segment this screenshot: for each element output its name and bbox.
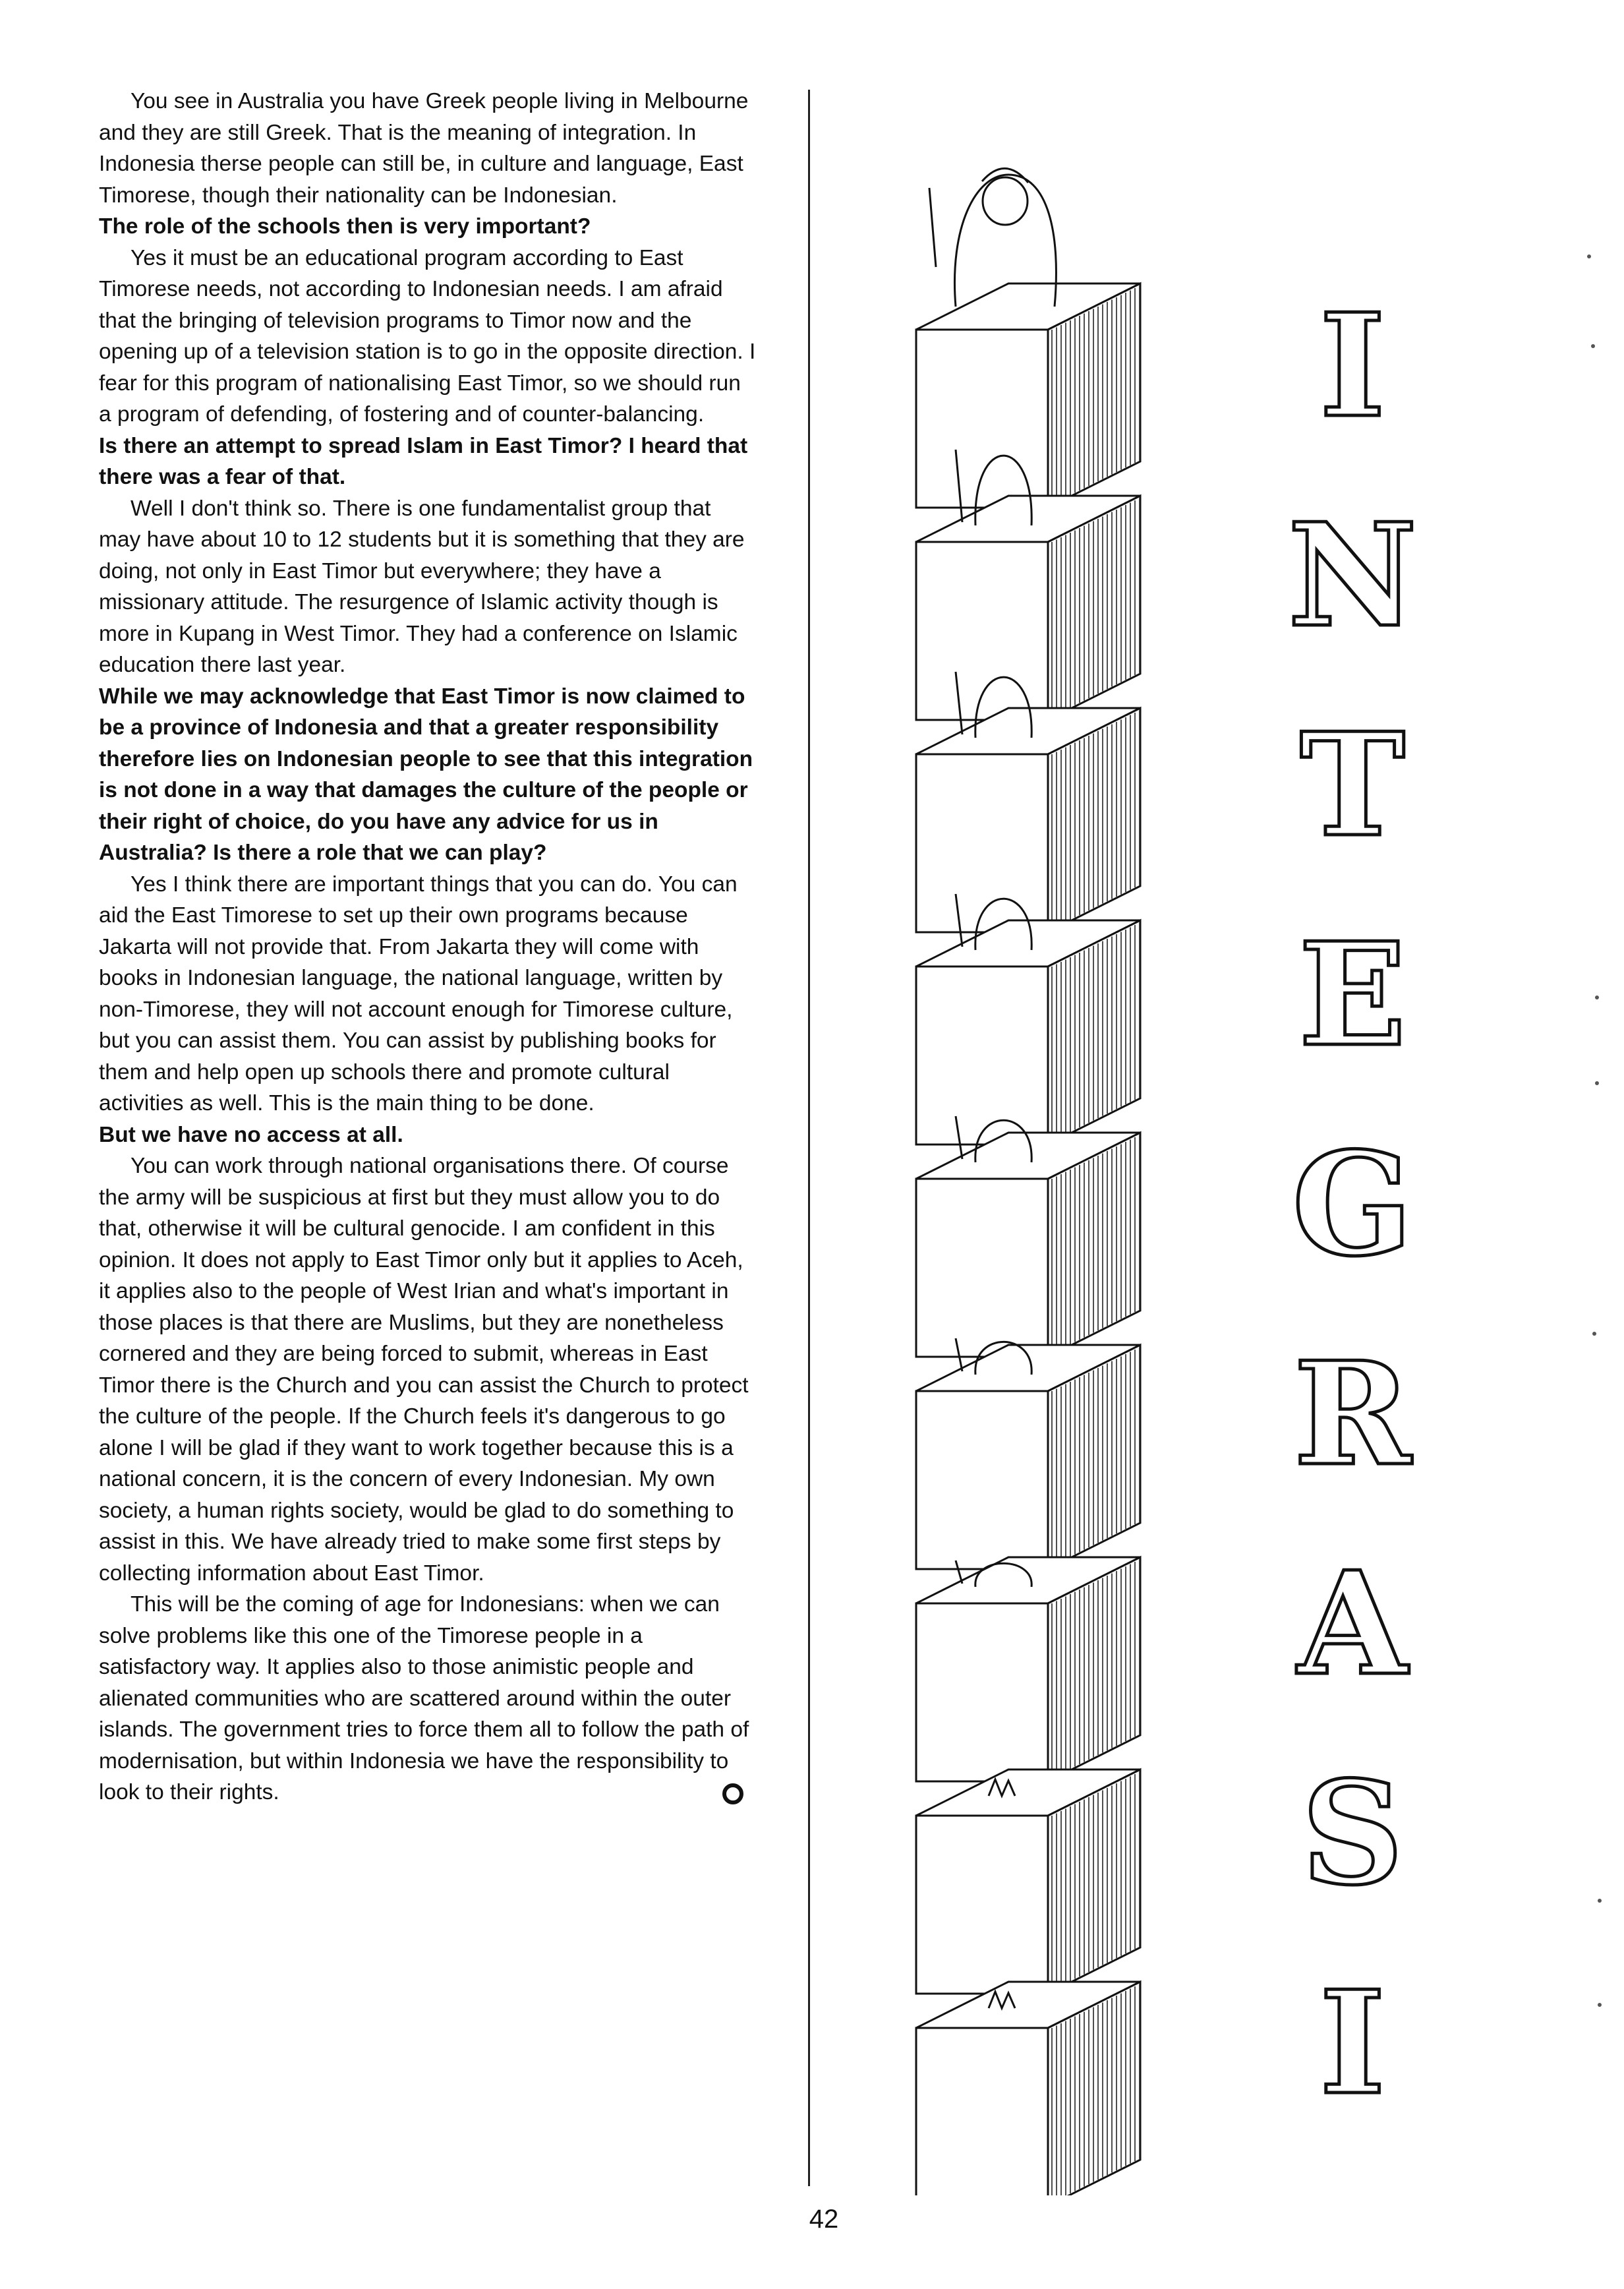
box-front-face xyxy=(916,1816,1048,1994)
box-7 xyxy=(916,1557,1140,1781)
question-4: But we have no access at all. xyxy=(99,1122,403,1147)
question-3: While we may acknowledge that East Timor is now claimed to be a province of Indonesia and that a greater responsibility therefore lies on Indonesian people to see that this integration is not done in a way that damages the culture of the people or their right of choice, do you have any advice for us in Australia? Is there a role that we can play? xyxy=(99,684,753,865)
title-letter-9: I xyxy=(1319,1959,1386,2126)
column-divider xyxy=(808,90,810,2186)
figure-sword xyxy=(929,188,936,267)
question-2: Is there an attempt to spread Islam in East Timor? I heard that there was a fear of that. xyxy=(99,433,748,489)
end-of-article-mark xyxy=(722,1783,743,1804)
print-speck xyxy=(1598,1899,1602,1903)
page-number: 42 xyxy=(809,2205,839,2234)
integration-cartoon xyxy=(877,119,1621,2195)
title-letter-7: A xyxy=(1297,1540,1408,1707)
title-letter-4: E xyxy=(1298,911,1406,1078)
box-front-face xyxy=(916,754,1048,932)
paragraph-1: You see in Australia you have Greek people living in Melbourne and they are still Greek. That is the meaning of integration. In Indonesia therse people can still be, in culture and language, East Timorese, though their nationality can be Indonesian. xyxy=(99,89,749,208)
paragraph-6-text: This will be the coming of age for Indonesians: when we can solve problems like this one of the Timorese people in a satisfactory way. It applies also to those animistic people and alienated communities who are scattered around within the outer islands. The government tries to force them all to follow the path of modernisation, but within Indonesia we have the responsibility to look to their rights. xyxy=(99,1592,749,1804)
paragraph-6 xyxy=(99,1589,758,1808)
title-letter-1: I xyxy=(1319,282,1386,449)
print-speck xyxy=(1591,344,1595,348)
box-9 xyxy=(916,1982,1140,2195)
question-1: The role of the schools then is very important? xyxy=(99,214,591,239)
box-front-face xyxy=(916,1179,1048,1357)
box-front-face xyxy=(916,330,1048,508)
title-letter-6: R xyxy=(1293,1330,1412,1497)
print-speck xyxy=(1595,996,1599,999)
paragraph-5: You can work through national organisations there. Of course the army will be suspicious at first but they must allow you to do that, otherwise it will be cultural genocide. I am confident in this opinion. It does not apply to East Timor only but it applies to Aceh, it applies also to the people of West Irian and what's important in those places is that there are Muslims, but they are nonetheless cornered and they are being forced to submit, whereas in East Timor there is the Church and you can assist the Church to protect the culture of the people. If the Church feels it's dangerous to go alone I will be glad if they want to work together because this is a national concern, it is the concern of every Indonesian. My own society, a human rights society, would be glad to do something to assist in this. We have already tried to make some first steps by collecting information about East Timor. xyxy=(99,1154,749,1586)
paragraph-3: Well I don't think so. There is one fundamentalist group that may have about 10 to 12 students but it is something that they are doing, not only in East Timor but everywhere; they have a missionary attitude. The resurgence of Islamic activity though is more in Kupang in West Timor. They had a conference on Islamic education there last year. xyxy=(99,496,745,677)
title-letter-5: G xyxy=(1292,1121,1413,1288)
box-stack-drawing xyxy=(877,119,1621,2195)
paragraph-4: Yes I think there are important things that you can do. You can aid the East Timorese to set up their own programs because Jakarta will not provide that. From Jakarta they will come with books in Indonesian language, the national language, written by non-Timorese, they will not account enough for Timorese culture, but you can assist them. You can assist by publishing books for them and help open up schools there and promote cultural activities as well. This is the main thing to be done. xyxy=(99,872,738,1115)
figure-head xyxy=(983,177,1028,225)
box-6 xyxy=(916,1338,1140,1569)
print-speck xyxy=(1592,1332,1596,1336)
box-front-face xyxy=(916,1603,1048,1781)
title-letter-3: T xyxy=(1300,701,1405,868)
box-8 xyxy=(916,1769,1140,1994)
article-text xyxy=(99,86,758,1808)
title-letter-8: S xyxy=(1301,1750,1404,1917)
title-letter-2: N xyxy=(1287,492,1418,659)
print-speck xyxy=(1595,1081,1599,1085)
box-front-face xyxy=(916,1391,1048,1569)
print-speck xyxy=(1587,254,1591,258)
paragraph-2: Yes it must be an educational program according to East Timorese needs, not according to Indonesian needs. I am afraid that the bringing of television programs to Timor now and the opening up of a television station is to go in the opposite direction. I fear for this program of nationalising East Timor, so we should run a program of defending, of fostering and of counter-balancing. xyxy=(99,245,756,427)
box-1 xyxy=(916,168,1140,508)
print-speck xyxy=(1598,2003,1602,2007)
box-front-face xyxy=(916,966,1048,1144)
box-front-face xyxy=(916,2028,1048,2195)
box-5 xyxy=(916,1116,1140,1357)
